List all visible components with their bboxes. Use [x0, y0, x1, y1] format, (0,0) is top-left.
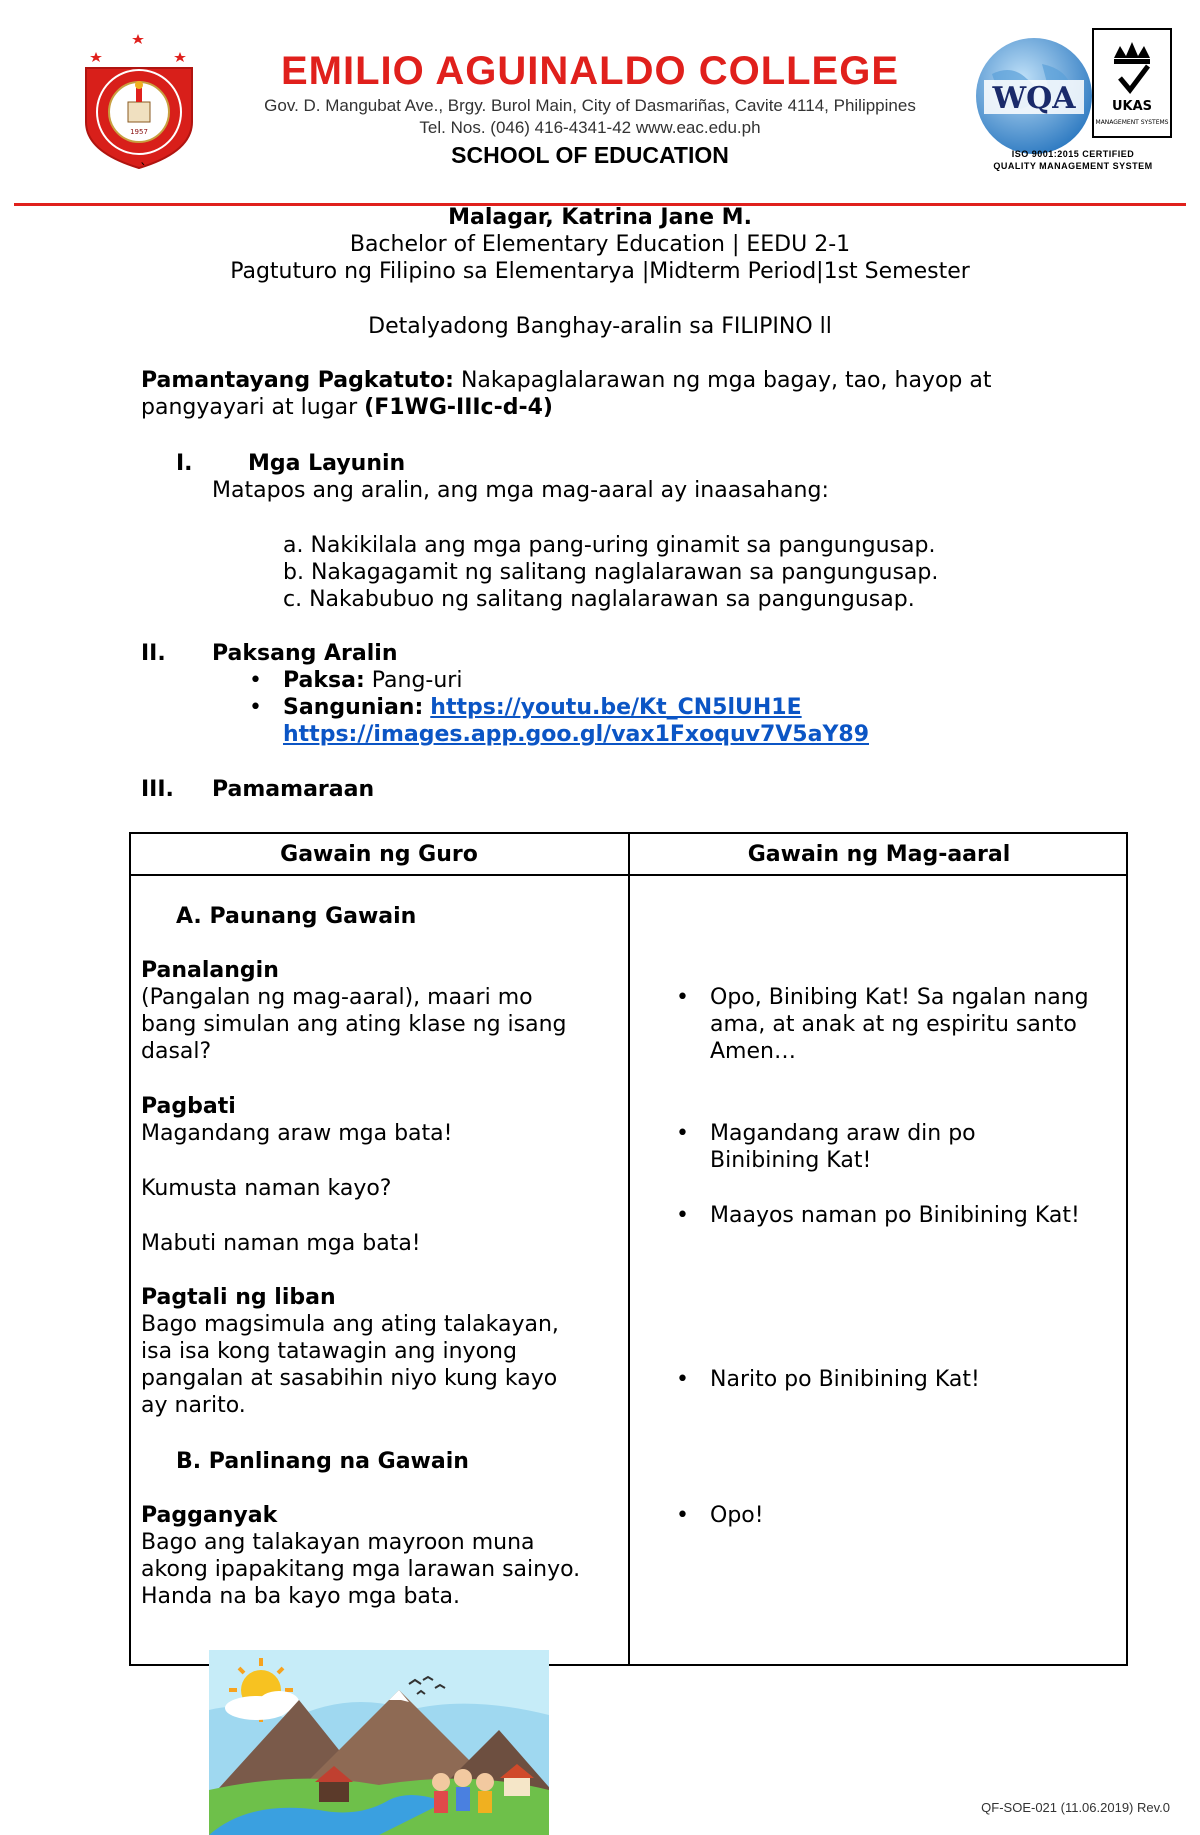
student-response-1	[710, 984, 1120, 1065]
landscape-illustration	[209, 1650, 549, 1835]
iso-line-2: QUALITY MANAGEMENT SYSTEM	[993, 161, 1153, 171]
pagtali-line: pangalan at sasabihin niyo kung kayo	[141, 1366, 558, 1391]
objective-list	[283, 532, 938, 613]
section-3-title: Pamamaraan	[212, 777, 375, 802]
author-name: Malagar, Katrina Jane M.	[448, 205, 752, 230]
reference-link-images[interactable]: https://images.app.goo.gl/vax1Fxoquv7V5aY89	[283, 722, 869, 747]
reference-link-youtube[interactable]: https://youtu.be/Kt_CN5lUH1E	[430, 695, 802, 720]
pagbati-block	[141, 1093, 611, 1147]
svg-text:1957: 1957	[130, 128, 148, 136]
form-code: QF-SOE-021 (11.06.2019) Rev.0	[981, 1800, 1170, 1815]
ukas-crown-logo	[1092, 28, 1172, 138]
lesson-plan-title: Detalyadong Banghay-aralin sa FILIPINO ll	[368, 314, 832, 339]
college-address	[200, 95, 980, 139]
panalangin-block	[141, 957, 611, 1065]
table-column-divider	[628, 832, 630, 1666]
address-line-2: Tel. Nos. (046) 416-4341-42 www.eac.edu.ph	[419, 118, 761, 137]
section-3-number: III.	[141, 777, 174, 802]
panalangin-title: Panalangin	[141, 958, 279, 983]
college-seal-logo	[78, 22, 200, 172]
learning-standard	[141, 367, 1101, 421]
objective-item: c. Nakabubuo ng salitang naglalarawan sa pangungusap.	[283, 587, 915, 612]
standard-text-2: pangyayari at lugar	[141, 395, 358, 420]
school-name: SCHOOL OF EDUCATION	[451, 142, 729, 168]
section-1-number: I.	[176, 451, 193, 476]
objectives-intro: Matapos ang aralin, ang mga mag-aaral ay inaasahang:	[212, 478, 829, 503]
panalangin-line: (Pangalan ng mag-aaral), maari mo	[141, 985, 533, 1010]
address-line-1: Gov. D. Mangubat Ave., Brgy. Burol Main, City of Dasmariñas, Cavite 4114, Philippines	[264, 96, 916, 115]
pagtali-line: Bago magsimula ang ating talakayan,	[141, 1312, 559, 1337]
course-info: Pagtuturo ng Filipino sa Elementarya |Midterm Period|1st Semester	[230, 259, 970, 284]
pagtali-block	[141, 1284, 611, 1419]
ukas-sub-text: MANAGEMENT SYSTEMS	[1095, 119, 1169, 126]
pagbati-title: Pagbati	[141, 1094, 236, 1119]
iso-certification	[962, 148, 1184, 172]
iso-line-1: ISO 9001:2015 CERTIFIED	[1011, 149, 1135, 159]
reference-link-2-row	[283, 721, 869, 748]
student-response-5: • Opo!	[710, 1502, 1120, 1529]
pagganyak-line: Bago ang talakayan mayroon muna	[141, 1530, 535, 1555]
stray-tick-mark: `	[140, 162, 147, 178]
college-name: EMILIO AGUINALDO COLLEGE	[280, 49, 900, 93]
objective-item: b. Nakagagamit ng salitang naglalarawan sa pangungusap.	[283, 560, 939, 585]
wqa-globe-logo	[972, 34, 1096, 158]
panalangin-line: bang simulan ang ating klase ng isang	[141, 1012, 567, 1037]
pagbati-line: Magandang araw mga bata!	[141, 1121, 453, 1146]
pagtali-line: isa isa kong tatawagin ang inyong	[141, 1339, 517, 1364]
column-header-student: Gawain ng Mag-aaral	[747, 842, 1011, 867]
paksa-value: Pang-uri	[371, 668, 463, 693]
part-a-heading: A. Paunang Gawain	[176, 904, 417, 929]
section-2-title: Paksang Aralin	[212, 641, 398, 666]
pagbati-question: Kumusta naman kayo?	[141, 1176, 392, 1201]
ukas-text: UKAS	[1111, 99, 1153, 114]
pagtali-title: Pagtali ng liban	[141, 1285, 336, 1310]
pagbati-response: Mabuti naman mga bata!	[141, 1231, 421, 1256]
paksa-label: Paksa:	[283, 668, 365, 693]
section-1-title: Mga Layunin	[248, 451, 406, 476]
paksa-item	[283, 667, 462, 694]
standard-code: (F1WG-IIIc-d-4)	[364, 395, 553, 420]
standard-label: Pamantayang Pagkatuto:	[141, 368, 454, 393]
student-response-line: ama, at anak at ng espiritu santo	[710, 1012, 1077, 1037]
sanggunian-item	[283, 694, 802, 721]
wqa-text: WQA	[992, 81, 1076, 116]
standard-text-1: Nakapaglalarawan ng mga bagay, tao, hayop at	[460, 368, 992, 393]
student-response-3: • Maayos naman po Binibining Kat!	[710, 1202, 1120, 1229]
sanggunian-label: Sangunian:	[283, 695, 424, 720]
pagtali-line: ay narito.	[141, 1393, 246, 1418]
column-header-teacher: Gawain ng Guro	[280, 842, 478, 867]
student-response-line: Binibining Kat!	[710, 1148, 872, 1173]
student-response-line: • Opo, Binibing Kat! Sa ngalan nang	[710, 985, 1089, 1010]
student-response-line: Amen…	[710, 1039, 796, 1064]
student-response-4: • Narito po Binibining Kat!	[710, 1366, 1120, 1393]
pagganyak-line: akong ipapakitang mga larawan sainyo.	[141, 1557, 581, 1582]
pagganyak-line: Handa na ba kayo mga bata.	[141, 1584, 460, 1609]
pagganyak-block	[141, 1502, 611, 1610]
section-2-number: II.	[141, 641, 166, 666]
objective-item: a. Nakikilala ang mga pang-uring ginamit sa pangungusap.	[283, 533, 936, 558]
student-response-line: • Magandang araw din po	[710, 1121, 976, 1146]
part-b-heading: B. Panlinang na Gawain	[176, 1449, 469, 1474]
pagganyak-title: Pagganyak	[141, 1503, 278, 1528]
children-icon	[432, 1769, 494, 1813]
author-program: Bachelor of Elementary Education | EEDU 2-1	[349, 232, 851, 257]
student-response-2	[710, 1120, 1120, 1174]
panalangin-line: dasal?	[141, 1039, 212, 1064]
